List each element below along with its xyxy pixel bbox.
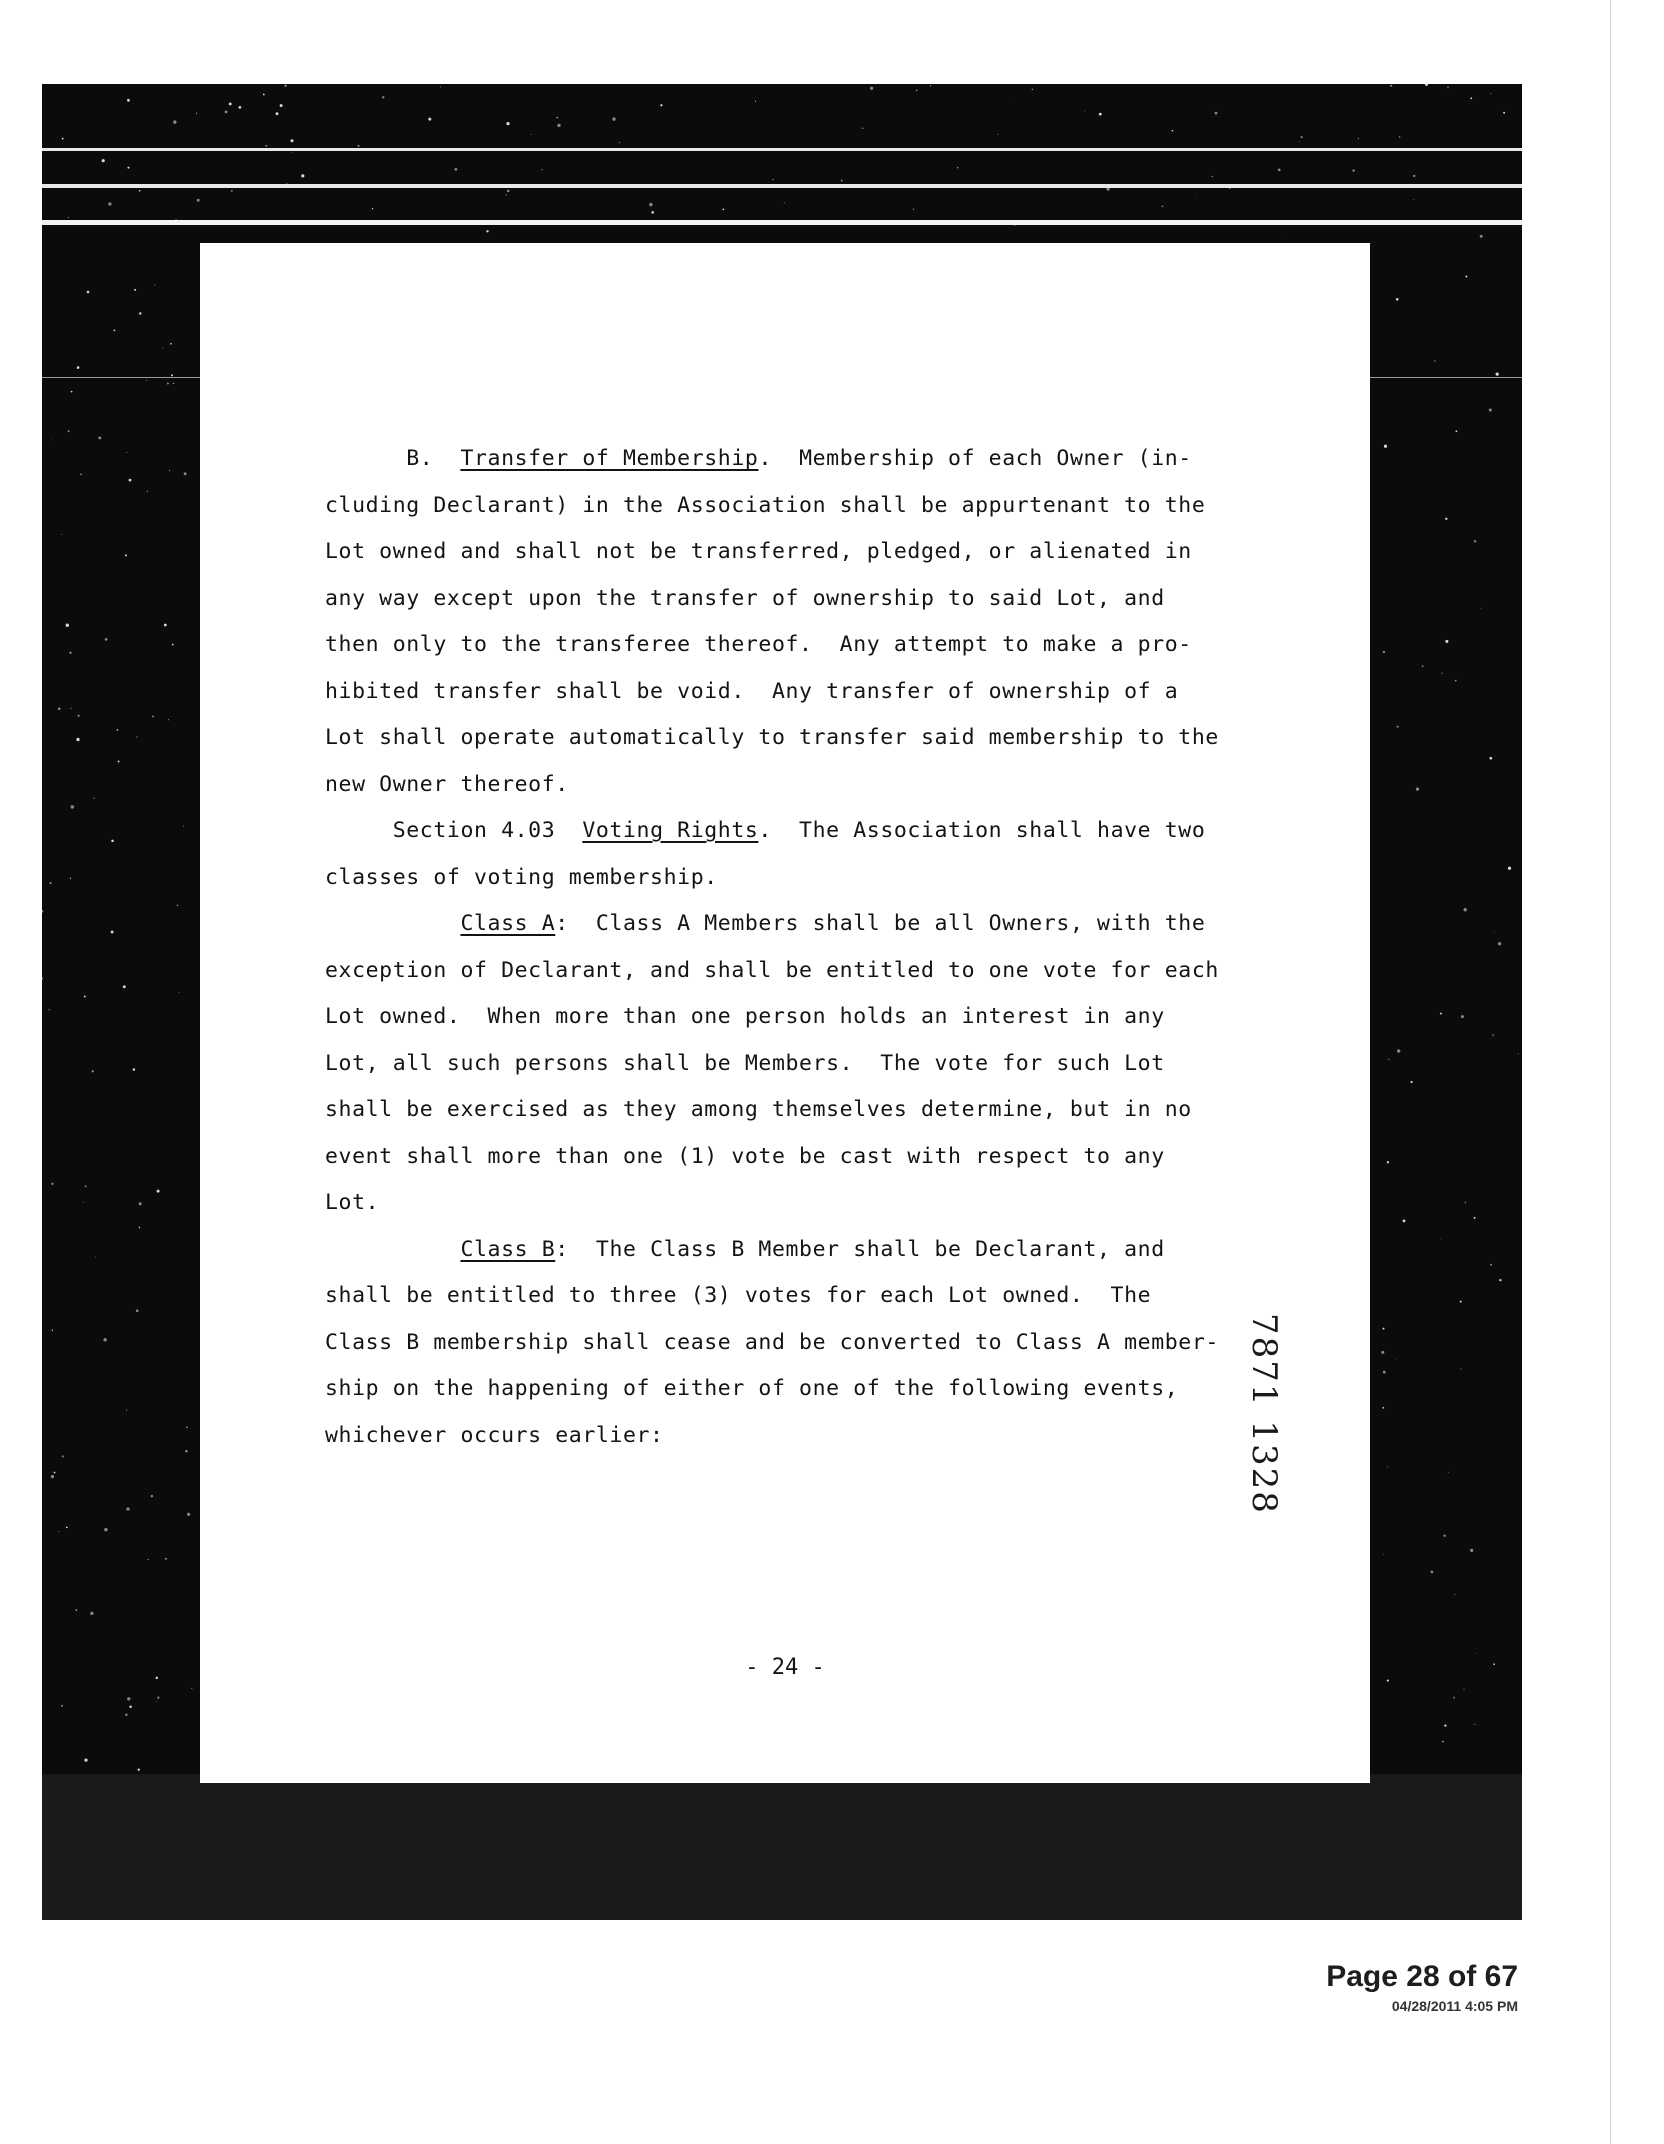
speckle [66, 1527, 68, 1529]
text-segment: Lot. [325, 1190, 380, 1215]
speckle [506, 122, 509, 125]
underlined-heading: Class B [460, 1236, 556, 1262]
speckle [870, 87, 873, 90]
speckle [531, 134, 532, 135]
speckle [147, 491, 148, 492]
speckle [61, 534, 62, 535]
speckle [98, 436, 101, 439]
text-segment: any way except upon the transfer of ownership to said Lot, and [325, 585, 1165, 611]
speckle [1444, 1724, 1446, 1726]
speckle [179, 992, 180, 993]
speckle [507, 190, 510, 193]
speckle [164, 624, 167, 627]
speckle [1388, 1059, 1389, 1060]
speckle [290, 139, 293, 142]
speckle [139, 312, 141, 314]
speckle [151, 1495, 153, 1497]
speckle [50, 882, 52, 884]
speckle [862, 127, 864, 129]
speckle [123, 985, 126, 988]
speckle [1503, 112, 1505, 114]
speckle [52, 440, 53, 441]
speckle [957, 167, 958, 168]
speckle [265, 145, 267, 147]
speckle [930, 85, 931, 86]
speckle [1358, 138, 1359, 139]
document-line [325, 808, 1285, 855]
speckle [1465, 276, 1467, 278]
speckle [111, 930, 114, 933]
speckle [649, 203, 652, 206]
document-line [325, 948, 1285, 995]
speckle [69, 652, 71, 654]
speckle [84, 1759, 87, 1762]
speckle [95, 1257, 96, 1258]
speckle [148, 1559, 149, 1560]
speckle [71, 805, 74, 808]
speckle [1278, 168, 1281, 171]
speckle [276, 112, 279, 115]
speckle [1352, 169, 1354, 171]
speckle [1301, 136, 1303, 138]
text-segment: then only to the transferee thereof. Any attempt to make a pro- [325, 632, 1192, 657]
speckle [301, 174, 304, 177]
speckle [76, 738, 79, 741]
recording-stamp-text: 7871 1328 [1244, 1313, 1284, 1515]
speckle [1481, 608, 1482, 609]
speckle [440, 86, 441, 87]
speckle [1442, 1741, 1443, 1742]
speckle [1490, 93, 1491, 94]
speckle [92, 1070, 94, 1072]
speckle [1443, 1535, 1445, 1537]
speckle [156, 1701, 157, 1702]
speckle [68, 217, 69, 218]
speckle [87, 291, 90, 294]
speckle [1508, 867, 1511, 870]
speckle [1461, 1015, 1464, 1018]
speckle [1453, 1697, 1455, 1699]
speckle [191, 1688, 192, 1689]
speckle [1425, 84, 1428, 86]
document-line [325, 622, 1285, 669]
page-edge-rule [1610, 0, 1611, 2144]
speckle [71, 391, 73, 393]
speckle [1441, 673, 1442, 674]
footer-timestamp: 04/28/2011 4:05 PM [1391, 1998, 1518, 2014]
speckle [660, 104, 662, 106]
scan-band [42, 220, 1522, 225]
speckle [755, 101, 756, 102]
speckle [1447, 87, 1448, 88]
text-segment: cluding Declarant) in the Association shall be appurtenant to the [325, 492, 1206, 518]
speckle [1396, 1359, 1397, 1360]
speckle [1489, 409, 1492, 412]
speckle [772, 179, 773, 180]
speckle [1456, 430, 1458, 432]
speckle [225, 110, 228, 113]
speckle [168, 719, 169, 720]
speckle [42, 910, 43, 913]
speckle [136, 736, 137, 737]
speckle [113, 329, 115, 331]
speckle [58, 707, 61, 710]
speckle [127, 1697, 130, 1700]
speckle [105, 638, 108, 641]
speckle [428, 118, 431, 121]
speckle [129, 479, 132, 482]
speckle [77, 715, 79, 717]
speckle [83, 1202, 84, 1203]
speckle [197, 199, 200, 202]
speckle [51, 1475, 54, 1478]
speckle [1411, 1081, 1413, 1083]
speckle [1445, 518, 1447, 520]
document-page [200, 243, 1370, 1783]
speckle [542, 169, 543, 170]
speckle [103, 1338, 106, 1341]
speckle [68, 430, 70, 432]
speckle [170, 343, 172, 345]
speckle [62, 1455, 64, 1457]
speckle [1382, 1407, 1384, 1409]
speckle [1445, 640, 1448, 643]
text-segment: classes of voting membership. [325, 864, 718, 890]
speckle [58, 1531, 59, 1532]
speckle [1498, 942, 1501, 945]
scan-bottom-edge [42, 1774, 1522, 1920]
speckle [177, 905, 179, 907]
speckle [80, 474, 81, 475]
document-line [325, 1273, 1285, 1320]
speckle [84, 995, 86, 997]
speckle [1422, 665, 1424, 667]
speckle [76, 1609, 77, 1610]
speckle [1434, 360, 1435, 361]
speckle [102, 159, 105, 162]
speckle [997, 134, 998, 135]
speckle [1460, 1368, 1461, 1369]
speckle [1384, 445, 1387, 448]
document-line [325, 1366, 1285, 1413]
text-segment: exception of Declarant, and shall be entitled to one vote for each [325, 957, 1219, 983]
speckle [280, 104, 283, 107]
text-segment: Lot owned and shall not be transferred, pledged, or alienated in [325, 539, 1192, 564]
speckle [455, 168, 458, 171]
speckle [183, 825, 184, 826]
speckle [173, 383, 174, 384]
speckle [196, 113, 197, 114]
speckle [1162, 206, 1164, 208]
document-line [325, 1227, 1285, 1274]
speckle [1460, 1301, 1462, 1303]
speckle [1455, 680, 1457, 682]
text-segment: Lot owned. When more than one person holds an interest in any [325, 1004, 1165, 1029]
text-segment: shall be entitled to three (3) votes for each Lot owned. The [325, 1283, 1152, 1308]
speckle [1212, 176, 1213, 177]
document-line [325, 855, 1285, 902]
speckle [357, 145, 359, 147]
speckle [722, 209, 724, 211]
speckle [1480, 235, 1483, 238]
speckle [284, 85, 286, 87]
speckle [1463, 1689, 1464, 1690]
speckle [1383, 651, 1385, 653]
speckle [1416, 787, 1419, 790]
speckle [52, 1330, 53, 1331]
speckle [1196, 197, 1197, 198]
speckle [1499, 1279, 1501, 1281]
speckle [1396, 298, 1399, 301]
speckle [186, 1427, 187, 1428]
speckle [263, 94, 265, 96]
speckle [1464, 908, 1467, 911]
speckle [1387, 1161, 1389, 1163]
speckle [94, 798, 95, 799]
text-segment: . The Association shall have two [758, 818, 1206, 843]
speckle [651, 211, 654, 214]
speckle [1383, 1554, 1384, 1555]
text-segment: : The Class B Member shall be Declarant, and [555, 1236, 1165, 1262]
speckle [62, 138, 64, 140]
speckle [1399, 136, 1401, 138]
speckle [1413, 175, 1415, 177]
speckle [127, 167, 129, 169]
recording-stamp [1244, 1313, 1304, 1673]
speckle [185, 1450, 188, 1453]
footer-page-label: Page 28 of 67 [1326, 1960, 1518, 1993]
speckle [172, 644, 174, 646]
speckle [1465, 1202, 1467, 1204]
speckle [136, 1309, 139, 1312]
document-line [325, 436, 1285, 483]
text-segment: hibited transfer shall be void. Any transfer of ownership of a [325, 678, 1179, 704]
speckle [619, 142, 620, 143]
speckle [42, 978, 43, 980]
speckle [1474, 540, 1476, 542]
text-segment: shall be exercised as they among themselves determine, but in no [325, 1097, 1192, 1122]
speckle [139, 1202, 142, 1205]
speckle [126, 1507, 129, 1510]
speckle [162, 348, 163, 349]
speckle [108, 202, 111, 205]
speckle [125, 554, 127, 556]
underlined-heading: Class A [460, 911, 556, 936]
speckle [156, 1677, 158, 1679]
speckle [77, 366, 80, 369]
speckle [70, 878, 71, 879]
speckle [1413, 199, 1414, 200]
speckle [382, 96, 384, 98]
document-line [325, 669, 1285, 716]
document-line [325, 715, 1285, 762]
speckle [51, 1183, 53, 1185]
document-line [325, 1087, 1285, 1134]
text-segment [325, 911, 460, 936]
text-segment: Lot shall operate automatically to transfer said membership to the [325, 725, 1219, 750]
speckle [129, 1705, 132, 1708]
document-line [325, 576, 1285, 623]
speckle [1383, 1328, 1385, 1330]
speckle [913, 209, 914, 210]
speckle [1490, 1264, 1492, 1266]
page-number: - 24 - [745, 1655, 825, 1680]
text-segment: ship on the happening of either of one of the following events, [325, 1376, 1179, 1401]
text-segment: : Class A Members shall be all Owners, with the [555, 911, 1206, 936]
document-line [325, 994, 1285, 1041]
document-line [325, 483, 1285, 530]
document-line [325, 1134, 1285, 1181]
underlined-heading: Transfer of Membership [460, 446, 759, 471]
speckle [916, 90, 917, 91]
document-line [325, 762, 1285, 809]
speckle [1387, 1680, 1389, 1682]
speckle [1431, 1571, 1434, 1574]
speckle [1215, 112, 1218, 115]
document-line [325, 1320, 1285, 1367]
text-segment: B. [325, 446, 461, 471]
speckle [784, 202, 785, 203]
speckle [372, 208, 373, 209]
text-segment: Lot, all such persons shall be Members. The vote for such Lot [325, 1050, 1165, 1076]
speckle [291, 152, 292, 153]
speckle [1496, 372, 1499, 375]
speckle [231, 190, 233, 192]
speckle [165, 1558, 167, 1560]
speckle [1448, 1472, 1449, 1473]
speckle [1489, 757, 1492, 760]
speckle [157, 1190, 160, 1193]
speckle [138, 1769, 140, 1771]
text-segment: whichever occurs earlier: [325, 1422, 664, 1448]
document-line [325, 1041, 1285, 1088]
speckle [152, 716, 154, 718]
speckle [1397, 1049, 1400, 1052]
speckle [1474, 1724, 1475, 1725]
speckle [612, 117, 615, 120]
speckle [111, 840, 114, 843]
speckle [117, 729, 119, 731]
speckle [1281, 233, 1282, 234]
speckle [127, 99, 130, 102]
speckle [1299, 141, 1300, 142]
text-segment: event shall more than one (1) vote be cast with respect to any [325, 1143, 1165, 1169]
document-line [325, 1180, 1285, 1227]
speckle [1518, 1053, 1519, 1054]
speckle [1470, 1549, 1473, 1552]
scanned-page-frame [42, 84, 1522, 1920]
speckle [1383, 1371, 1386, 1374]
speckle [134, 289, 136, 291]
speckle [48, 1009, 49, 1010]
speckle [1494, 932, 1495, 933]
document-line [325, 901, 1285, 948]
speckle [167, 383, 169, 385]
speckle [1032, 89, 1033, 90]
speckle [1390, 85, 1392, 87]
speckle [486, 230, 488, 232]
speckle [1477, 1653, 1478, 1654]
scan-band [42, 184, 1522, 188]
speckle [71, 708, 72, 709]
text-segment: Section 4.03 [325, 818, 583, 843]
speckle [146, 380, 147, 381]
speckle [126, 452, 127, 453]
speckle [154, 285, 155, 286]
speckle [66, 624, 69, 627]
speckle [841, 180, 843, 182]
text-segment: new Owner thereof. [325, 771, 569, 797]
speckle [239, 106, 242, 109]
speckle [1397, 726, 1399, 728]
speckle [1474, 1217, 1476, 1219]
scan-band [42, 148, 1522, 151]
speckle [1010, 98, 1011, 99]
speckle [139, 190, 141, 192]
speckle [1440, 1013, 1442, 1015]
speckle [557, 117, 558, 118]
document-body [325, 436, 1285, 1459]
speckle [1172, 130, 1174, 132]
speckle [90, 1612, 93, 1615]
speckle [61, 1705, 63, 1707]
speckle [187, 1513, 190, 1516]
document-line [325, 529, 1285, 576]
speckle [1493, 1663, 1495, 1665]
speckle [1084, 110, 1085, 111]
text-segment: Class B membership shall cease and be converted to Class A member- [325, 1329, 1219, 1355]
speckle [1454, 1594, 1455, 1595]
speckle [1440, 1239, 1441, 1240]
text-segment: . Membership of each Owner (in- [758, 446, 1192, 471]
speckle [173, 120, 176, 123]
speckle [85, 1185, 87, 1187]
speckle [1099, 113, 1102, 116]
text-segment [325, 1237, 460, 1262]
speckle [54, 1472, 56, 1474]
speckle [1381, 1351, 1384, 1354]
speckle [169, 470, 170, 471]
speckle [557, 124, 560, 127]
speckle [1492, 1034, 1494, 1036]
speckle [133, 1068, 136, 1071]
speckle [506, 194, 507, 195]
speckle [229, 102, 232, 105]
speckle [139, 1227, 140, 1228]
speckle [1403, 1219, 1406, 1222]
speckle [104, 1528, 107, 1531]
speckle [126, 1410, 127, 1411]
speckle [125, 1714, 127, 1716]
document-line [325, 1413, 1285, 1460]
speckle [1470, 97, 1472, 99]
speckle [184, 472, 187, 475]
speckle [1387, 1467, 1388, 1468]
speckle [118, 761, 120, 763]
speckle [157, 1696, 159, 1698]
underlined-heading: Voting Rights [582, 818, 759, 843]
